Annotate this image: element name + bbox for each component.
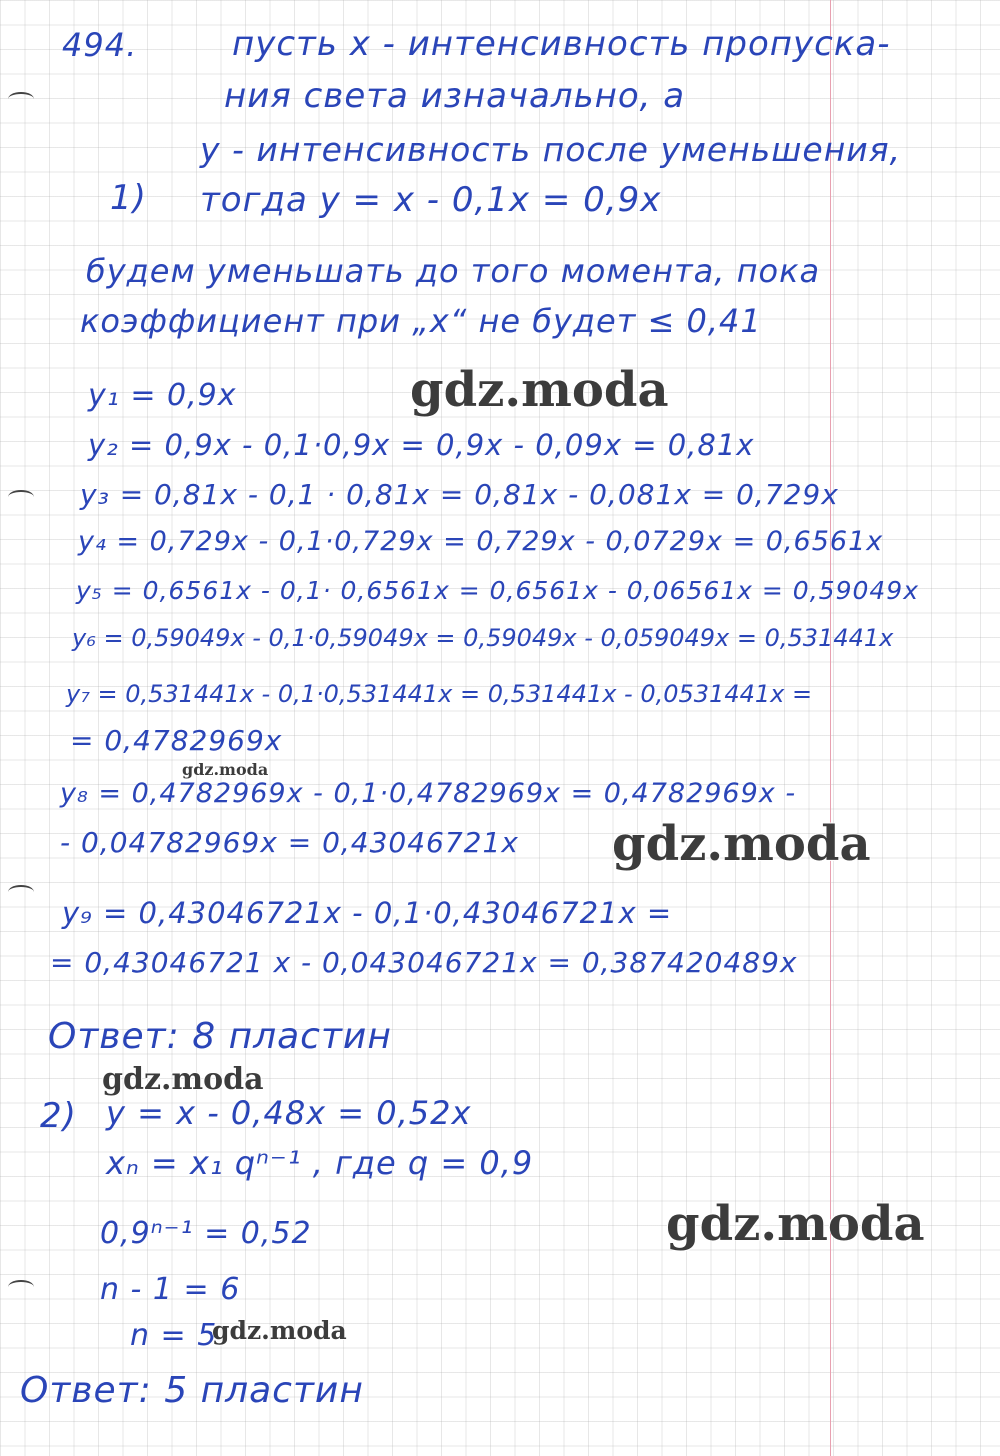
watermark: gdz.moda <box>666 1196 925 1252</box>
part2-line: хₙ = х₁ qⁿ⁻¹ , где q = 0,9 <box>106 1144 534 1182</box>
watermark: gdz.moda <box>102 1062 264 1097</box>
intro-line: ния света изначально, а <box>224 76 686 116</box>
equation-y4: у₄ = 0,729х - 0,1·0,729х = 0,729х - 0,0729х = 0,6561х <box>78 526 884 557</box>
intro-line: у - интенсивность после уменьшения, <box>200 130 902 169</box>
part2-line: n - 1 = 6 <box>100 1272 241 1307</box>
part2-label: 2) <box>40 1096 77 1136</box>
condition-line: коэффициент при „х“ не будет ≤ 0,41 <box>80 302 762 340</box>
problem-number: 494. <box>62 26 138 64</box>
equation-y1: у₁ = 0,9х <box>88 378 237 413</box>
equation-y5: у₅ = 0,6561х - 0,1· 0,6561х = 0,6561х - 0,06561х = 0,59049х <box>76 576 919 605</box>
equation-y9: у₉ = 0,43046721х - 0,1·0,43046721х = <box>62 896 673 930</box>
equation-y8-result: - 0,04782969х = 0,43046721х <box>60 826 519 859</box>
binder-hole-mark <box>8 490 34 504</box>
equation-y3: у₃ = 0,81х - 0,1 · 0,81х = 0,81х - 0,081х = 0,729х <box>80 478 839 511</box>
watermark: gdz.moda <box>182 760 269 779</box>
condition-line: будем уменьшать до того момента, пока <box>86 252 821 290</box>
equation-y7: у₇ = 0,531441х - 0,1·0,531441х = 0,531441х - 0,0531441х = <box>66 680 813 708</box>
binder-hole-mark <box>8 885 34 899</box>
equation-y2: у₂ = 0,9х - 0,1·0,9х = 0,9х - 0,09х = 0,81х <box>88 428 755 462</box>
watermark: gdz.moda <box>212 1316 347 1345</box>
equation-y8: у₈ = 0,4782969х - 0,1·0,4782969х = 0,4782969х - <box>60 778 797 809</box>
watermark: gdz.moda <box>612 816 871 872</box>
part1-answer: Ответ: 8 пластин <box>48 1016 392 1057</box>
part2-line: 0,9ⁿ⁻¹ = 0,52 <box>100 1216 312 1251</box>
part2-line: у = х - 0,48х = 0,52х <box>106 1094 472 1132</box>
binder-hole-mark <box>8 92 34 106</box>
part1-label: 1) <box>110 178 147 218</box>
equation-y7-result: = 0,4782969х <box>70 724 283 757</box>
watermark: gdz.moda <box>410 362 669 418</box>
part1-then-formula: тогда у = х - 0,1х = 0,9х <box>200 180 662 220</box>
equation-y9-result: = 0,43046721 х - 0,043046721х = 0,387420489х <box>50 946 798 979</box>
part2-answer: Ответ: 5 пластин <box>20 1370 364 1411</box>
intro-line: пусть х - интенсивность пропуска- <box>232 24 891 64</box>
binder-hole-mark <box>8 1280 34 1294</box>
part2-line: n = 5 <box>130 1318 218 1353</box>
equation-y6: у₆ = 0,59049х - 0,1·0,59049х = 0,59049х - 0,059049х = 0,531441х <box>72 624 894 652</box>
